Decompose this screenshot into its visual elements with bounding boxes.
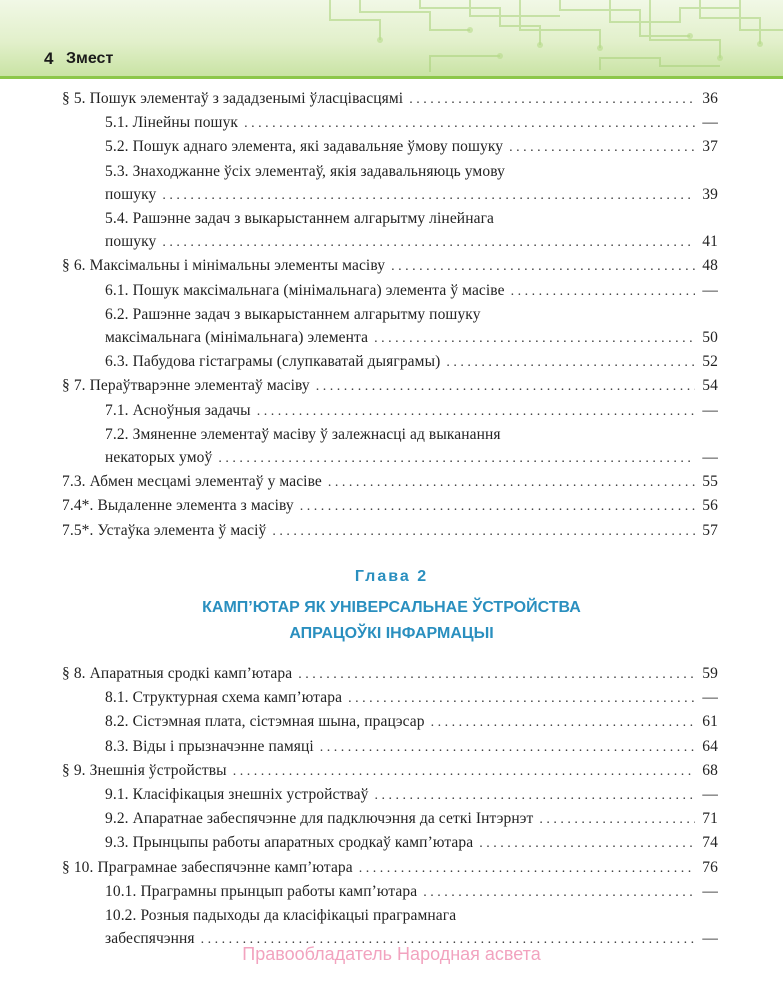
page-section-title: Змест (66, 50, 114, 67)
dot-leader (423, 881, 695, 904)
toc-entry-title: 8.1. Структурная схема камп’ютара (105, 689, 343, 707)
toc-entry-title: 5.2. Пошук аднаго элемента, які задавальняе ўмову пошуку (105, 138, 504, 156)
toc-entry-title: § 7. Пераўтварэнне элементаў масіву (62, 377, 310, 395)
toc-entry[interactable] (62, 350, 718, 374)
chapter-title (0, 595, 783, 647)
toc-entry-page: 52 (702, 353, 718, 371)
toc-entry[interactable] (62, 207, 718, 254)
toc-entry-page: — (702, 449, 718, 467)
toc-entry-page: 48 (702, 257, 718, 275)
toc-entry-title: § 8. Апаратныя сродкі камп’ютара (62, 665, 293, 682)
dot-leader (511, 280, 695, 303)
toc-entry[interactable] (62, 759, 718, 783)
toc-entry[interactable] (62, 735, 718, 759)
toc-entry[interactable] (62, 254, 718, 278)
toc-entry[interactable] (62, 303, 718, 350)
toc-entry-title-first-line: 5.3. Знаходжанне ўсіх элементаў, якія задавальняюць умову (105, 162, 505, 180)
dot-leader (431, 711, 695, 734)
dot-leader (509, 136, 695, 159)
dot-leader (409, 88, 695, 111)
toc-entry-page: 54 (702, 377, 718, 395)
toc-entry-title: 6.3. Пабудова гістаграмы (слупкаватай дыяграмы) (105, 353, 441, 371)
toc-entry-title: пошуку (105, 185, 157, 203)
toc-entry-title: § 10. Праграмнае забеспячэнне камп’ютара (62, 858, 353, 876)
toc-entry-page: 76 (702, 858, 718, 876)
toc-entry-page: 56 (702, 497, 718, 515)
toc-entry[interactable] (62, 880, 718, 904)
table-of-contents-part-2 (62, 662, 718, 951)
toc-entry-page: 37 (702, 138, 718, 156)
toc-entry-title: забеспячэння (105, 930, 195, 948)
copyright-footer: Правообладатель Народная асвета (242, 944, 541, 964)
toc-entry-title: 9.2. Апаратнае забеспячэнне для падключэння да сеткі Інтэрнэт (105, 810, 534, 828)
toc-entry-title: 7.4*. Выдаленне элемента з масіву (62, 497, 294, 515)
toc-entry[interactable] (62, 135, 718, 159)
toc-entry-title: 7.3. Абмен месцамі элементаў у масіве (62, 473, 322, 491)
toc-entry-title: 8.3. Віды і прызначэнне памяці (105, 737, 314, 755)
toc-entry-page: 59 (702, 665, 718, 682)
toc-entry-page: 41 (702, 233, 718, 251)
dot-leader (257, 400, 695, 423)
toc-entry-title-first-line: 10.2. Розныя падыходы да класіфікацыі праграмнага (105, 907, 457, 925)
toc-entry-title: 8.2. Сістэмная плата, сістэмная шына, працэсар (105, 713, 425, 731)
toc-entry[interactable] (62, 710, 718, 734)
chapter-label: Глава 2 (354, 568, 429, 585)
toc-entry-title: § 9. Знешнія ўстройствы (62, 761, 227, 779)
toc-entry[interactable] (62, 856, 718, 880)
toc-entry-page: 61 (702, 713, 718, 731)
toc-entry-title: 7.5*. Устаўка элемента ў масіў (62, 521, 267, 539)
dot-leader (328, 471, 695, 494)
dot-leader (539, 808, 695, 831)
toc-entry-page: 74 (702, 834, 718, 852)
dot-leader (244, 112, 695, 135)
dot-leader (446, 351, 695, 374)
table-of-contents-part-1 (62, 87, 718, 543)
toc-entry-page: — (702, 930, 718, 948)
dot-leader (374, 327, 695, 350)
toc-entry-title-first-line: 6.2. Рашэнне задач з выкарыстаннем алгарытму пошуку (105, 305, 481, 323)
dot-leader (300, 495, 695, 518)
toc-entry-title-first-line: 5.4. Рашэнне задач з выкарыстаннем алгарытму лінейнага (105, 210, 495, 228)
page-header (0, 0, 783, 79)
toc-entry[interactable] (62, 423, 718, 470)
toc-entry[interactable] (62, 399, 718, 423)
dot-leader (320, 736, 695, 759)
dot-leader (479, 832, 695, 855)
toc-entry[interactable] (62, 160, 718, 207)
toc-entry[interactable] (62, 831, 718, 855)
toc-entry-page: 57 (702, 521, 718, 539)
toc-entry-title: 9.3. Прынцыпы работы апаратных сродкаў камп’ютара (105, 834, 474, 852)
toc-entry[interactable] (62, 111, 718, 135)
dot-leader (298, 663, 695, 686)
circuit-board-decoration (0, 0, 783, 76)
dot-leader (218, 447, 695, 470)
chapter-title-line-1: КАМП’ЮТАР ЯК УНІВЕРСАЛЬНАЕ ЎСТРОЙСТВА (202, 599, 581, 616)
toc-entry-page: — (702, 689, 718, 707)
toc-entry-title: § 6. Максімальны і мінімальны элементы масіву (62, 257, 386, 275)
toc-entry-title: 7.1. Асноўныя задачы (105, 401, 251, 419)
toc-entry-page: 36 (702, 90, 718, 107)
toc-entry-title: § 5. Пошук элементаў з зададзенымі ўласцівасцямі (62, 90, 404, 107)
dot-leader (233, 760, 695, 783)
dot-leader (162, 231, 695, 254)
toc-entry[interactable] (62, 470, 718, 494)
toc-entry-page: — (702, 281, 718, 299)
toc-entry-page: — (702, 882, 718, 900)
toc-entry-title: некаторых умоў (105, 449, 213, 467)
dot-leader (359, 857, 695, 880)
toc-entry[interactable] (62, 783, 718, 807)
toc-entry[interactable] (62, 494, 718, 518)
toc-entry[interactable] (62, 374, 718, 398)
toc-entry-page: — (702, 786, 718, 804)
toc-entry-title: максімальнага (мінімальнага) элемента (105, 329, 369, 347)
toc-entry-page: — (702, 401, 718, 419)
toc-entry-title: 10.1. Праграмны прынцып работы камп’ютара (105, 882, 418, 900)
page-number: 4 (44, 49, 54, 68)
toc-entry-title: пошуку (105, 233, 157, 251)
toc-entry[interactable] (62, 662, 718, 686)
chapter-title-line-2: АПРАЦОЎКІ ІНФАРМАЦЫІ (289, 625, 494, 642)
toc-entry-title: 9.1. Класіфікацыя знешніх устройстваў (105, 786, 369, 804)
dot-leader (272, 520, 695, 543)
toc-entry-page: 68 (702, 761, 718, 779)
dot-leader (162, 184, 695, 207)
toc-entry-page: 50 (702, 329, 718, 347)
toc-entry-title: 6.1. Пошук максімальнага (мінімальнага) элемента ў масіве (105, 281, 505, 299)
toc-entry[interactable] (62, 87, 718, 111)
dot-leader (374, 784, 695, 807)
dot-leader (316, 375, 695, 398)
toc-entry-title: 5.1. Лінейны пошук (105, 114, 239, 132)
toc-entry-page: — (702, 114, 718, 132)
dot-leader (391, 255, 695, 278)
toc-entry[interactable] (62, 279, 718, 303)
toc-entry[interactable] (62, 807, 718, 831)
dot-leader (348, 687, 695, 710)
toc-entry-page: 71 (702, 810, 718, 828)
toc-entry-page: 64 (702, 737, 718, 755)
toc-entry[interactable] (62, 686, 718, 710)
toc-entry-title-first-line: 7.2. Змяненне элементаў масіву ў залежнасці ад выканання (105, 425, 501, 443)
toc-entry[interactable] (62, 519, 718, 543)
toc-entry-page: 39 (702, 185, 718, 203)
toc-entry-page: 55 (702, 473, 718, 491)
